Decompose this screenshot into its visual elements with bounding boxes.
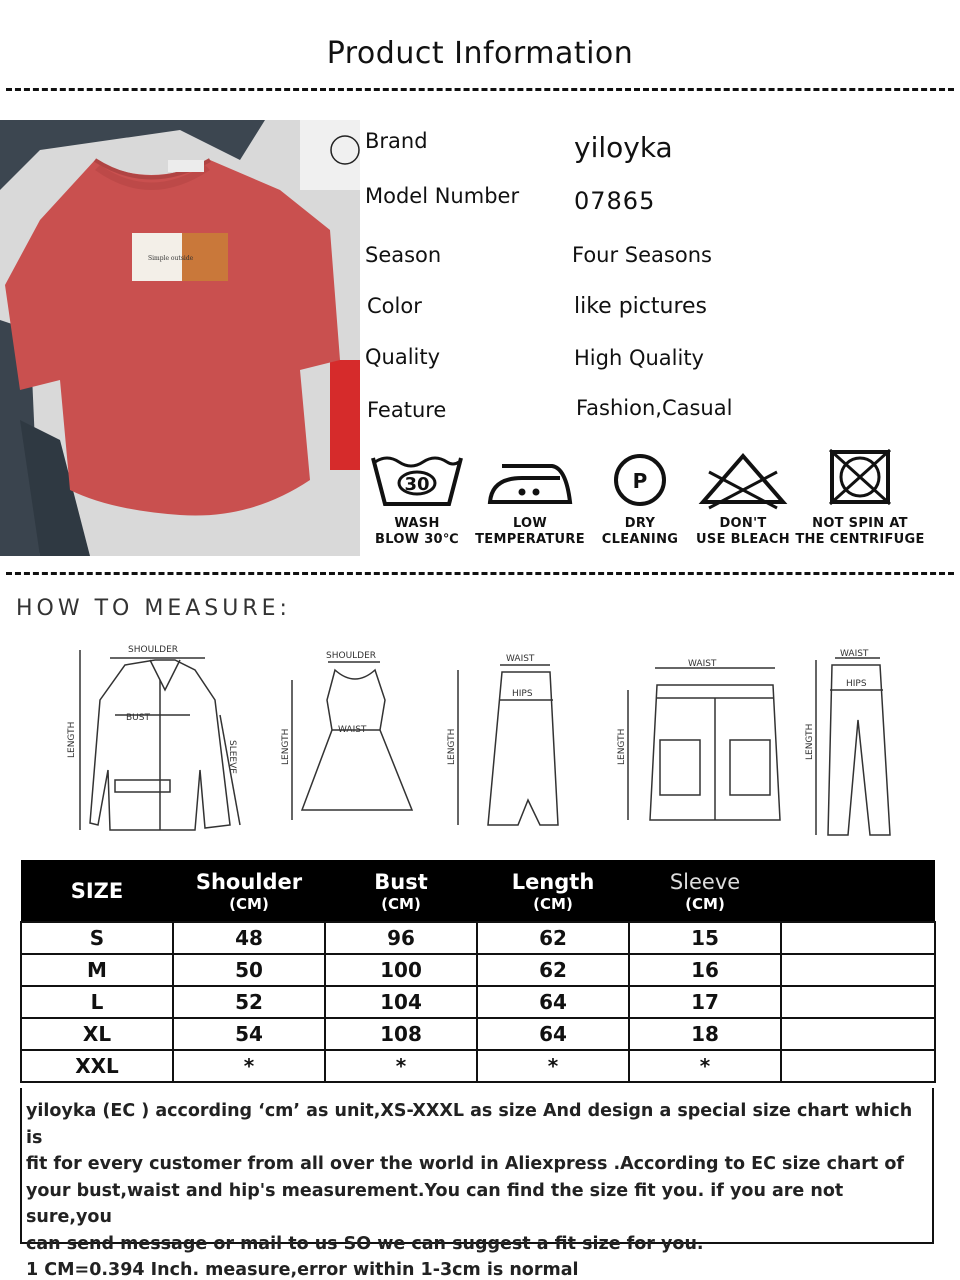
note-line: can send message or mail to us SO we can suggest a fit size for you. — [26, 1233, 704, 1254]
spec-value-color: like pictures — [574, 294, 708, 319]
label-length: LENGTH — [617, 728, 627, 765]
care-label: CLEANING — [601, 532, 679, 547]
care-spin — [785, 448, 935, 548]
dress-diagram — [292, 662, 412, 820]
spec-value-brand: yiloyka — [574, 131, 673, 164]
divider — [6, 572, 954, 575]
low-iron-icon — [482, 448, 578, 512]
label-waist: WAIST — [506, 654, 535, 664]
svg-text:30: 30 — [404, 474, 430, 495]
label-waist: WAIST — [338, 725, 367, 735]
table-row: XXL * * * * — [21, 1050, 935, 1082]
label-hips: HIPS — [512, 689, 533, 699]
spec-value-feature: Fashion,Casual — [576, 396, 733, 420]
divider — [6, 88, 954, 91]
table-row: L 52 104 64 17 — [21, 986, 935, 1018]
size-note — [20, 1088, 934, 1280]
label-hips: HIPS — [846, 679, 867, 689]
no-bleach-icon — [695, 448, 791, 512]
header-length: Length (CM) — [477, 860, 629, 922]
note-line: 1 CM=0.394 Inch. measure,error within 1-3cm is normal — [26, 1260, 579, 1280]
wash-30-icon — [369, 448, 465, 512]
skirt-diagram — [458, 665, 558, 825]
note-line: fit for every customer from all over the world in Aliexpress .According to EC size chart of — [26, 1154, 904, 1174]
care-label: DON'T — [719, 516, 767, 531]
header-sleeve: Sleeve (CM) — [629, 860, 781, 922]
measure-diagrams — [40, 640, 940, 840]
care-label: THE CENTRIFUGE — [795, 532, 925, 547]
label-waist: WAIST — [840, 649, 869, 659]
spec-value-model-number: 07865 — [574, 187, 656, 215]
table-row: XL 54 108 64 18 — [21, 1018, 935, 1050]
header-empty — [781, 860, 935, 922]
svg-text:P: P — [632, 469, 648, 493]
spec-key-feature: Feature — [367, 398, 447, 422]
spec-key-color: Color — [367, 294, 422, 318]
care-label: DRY — [624, 516, 656, 531]
header-shoulder: Shoulder (CM) — [173, 860, 325, 922]
product-photo — [0, 120, 360, 556]
label-length: LENGTH — [805, 723, 815, 760]
print-text: Simple outside — [148, 255, 194, 262]
care-label: NOT SPIN AT — [812, 516, 908, 531]
table-header-row — [21, 860, 935, 922]
care-label: USE BLEACH — [696, 532, 790, 547]
spec-key-season: Season — [365, 243, 442, 267]
spec-value-season: Four Seasons — [572, 243, 712, 267]
label-shoulder: SHOULDER — [326, 651, 377, 661]
spec-key-quality: Quality — [365, 345, 441, 369]
header-size: SIZE — [21, 860, 173, 922]
label-length: LENGTH — [447, 728, 457, 765]
no-spin-icon — [812, 448, 908, 512]
page-title: Product Information — [326, 36, 634, 71]
spec-key-brand: Brand — [365, 129, 428, 153]
size-table — [20, 860, 936, 1083]
care-label: LOW — [512, 516, 548, 531]
measure-title: HOW TO MEASURE: — [16, 596, 291, 621]
jacket-diagram — [80, 650, 240, 830]
note-line: your bust,waist and hip's measurement.You can find the size fit you. if you are not sure,you — [26, 1180, 844, 1227]
mini-skirt-diagram — [628, 668, 780, 820]
care-label: TEMPERATURE — [475, 532, 585, 547]
label-length: LENGTH — [281, 728, 291, 765]
label-bust: BUST — [126, 713, 150, 723]
table-row: M 50 100 62 16 — [21, 954, 935, 986]
spec-key-model-number: Model Number — [365, 184, 520, 208]
label-sleeve: SLEEVE — [227, 740, 237, 774]
label-waist: WAIST — [688, 659, 717, 669]
table-row: S 48 96 62 15 — [21, 922, 935, 954]
care-label: BLOW 30℃ — [375, 532, 459, 547]
header-bust: Bust (CM) — [325, 860, 477, 922]
spec-value-quality: High Quality — [574, 346, 704, 370]
care-label: WASH — [394, 516, 440, 531]
label-shoulder: SHOULDER — [128, 645, 179, 655]
label-length: LENGTH — [67, 721, 77, 758]
note-line: yiloyka (EC ) according ‘cm’ as unit,XS-XXXL as size And design a special size chart which is — [26, 1101, 913, 1148]
